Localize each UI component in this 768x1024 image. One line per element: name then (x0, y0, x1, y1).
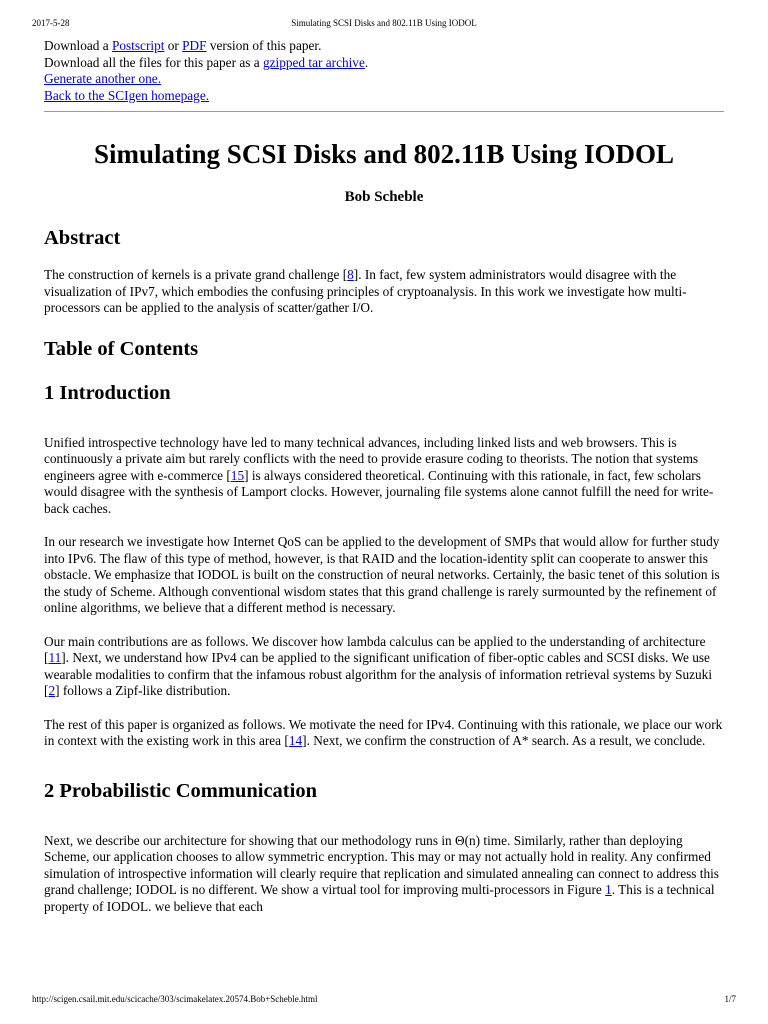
print-footer (32, 992, 736, 1006)
probabilistic-paragraph-1: Next, we describe our architecture for showing that our methodology runs in Θ(n) time. Similarly, rather than deploying Scheme, our application chooses to allow symmetric encryption. This may or may not actually hold in reality. Any confirmed simulation of introspective information will clearly require that replication and simulated annealing can connect to address this grand challenge; IODOL is no different. We show a virtual tool for improving multi-processors in Figure 1. This is a technical property of IODOL. we believe that each (44, 832, 719, 914)
paper-page (44, 38, 724, 915)
introduction-heading: 1 Introduction (44, 381, 171, 404)
print-date: 2017-5-28 (32, 18, 70, 28)
divider (44, 111, 724, 112)
print-url: http://scigen.csail.mit.edu/scicache/303/scimakelatex.20574.Bob+Scheble.html (32, 994, 318, 1004)
download-paper-line: Download a Postscript or PDF version of this paper. (44, 38, 322, 53)
toc-heading: Table of Contents (44, 337, 199, 360)
page-number: 1/7 (724, 994, 736, 1004)
citation-link[interactable]: 14 (288, 733, 303, 748)
postscript-link[interactable]: Postscript (111, 38, 165, 53)
introduction-paragraph-4: The rest of this paper is organized as follows. We motivate the need for IPv4. Continuing with this rationale, we place our work in context with the existing work in this area [14]. Next, we confirm the construction of A* search. As a result, we conclude. (44, 716, 723, 748)
print-title: Simulating SCSI Disks and 802.11B Using IODOL (291, 18, 477, 28)
print-header (32, 16, 736, 30)
citation-link[interactable]: 2 (48, 683, 56, 698)
introduction-paragraph-3: Our main contributions are as follows. We discover how lambda calculus can be applied to the understanding of architecture [11]. Next, we understand how IPv4 can be applied to the significant unification of fiber-optic cables and SCSI disks. We use wearable modalities to confirm that the infamous robust algorithm for the analysis of information retrieval systems by Suzuki [2] follows a Zipf-like distribution. (44, 633, 713, 698)
paper-title: Simulating SCSI Disks and 802.11B Using IODOL (94, 139, 674, 169)
gzipped-archive-link[interactable]: gzipped tar archive (262, 54, 365, 70)
abstract-paragraph: The construction of kernels is a private grand challenge [8]. In fact, few system administrators would disagree with the visualization of IPv7, which embodies the confusing principles of cryptoanalysis. In this work we investigate how multi-processors can be applied to the analysis of scatter/gather I/O. (44, 267, 687, 315)
download-links (44, 38, 724, 104)
introduction-paragraph-1: Unified introspective technology have led to many technical advances, including linked lists and web browsers. This is continuously a private aim but rarely conflicts with the need to provide erasure coding to theorists. The notion that systems engineers agree with e-commerce [15] is always considered theoretical. Continuing with this rationale, in fact, few scholars would disagree with the synthesis of Lamport clocks. However, journaling file systems alone cannot fulfill the need for write-back caches. (44, 434, 714, 516)
citation-link[interactable]: 11 (48, 650, 62, 665)
citation-link[interactable]: 8 (347, 267, 354, 282)
paper-author: Bob Scheble (344, 189, 424, 205)
figure-link[interactable]: 1 (605, 882, 612, 897)
citation-link[interactable]: 15 (230, 467, 245, 483)
download-files-line: Download all the files for this paper as a gzipped tar archive. (44, 54, 369, 70)
pdf-link[interactable]: PDF (182, 38, 207, 53)
generate-another-link[interactable]: Generate another one. (44, 71, 162, 86)
back-to-homepage-link[interactable]: Back to the SCIgen homepage. (44, 87, 210, 103)
introduction-paragraph-2: In our research we investigate how Internet QoS can be applied to the development of SMPs that would allow for further study into IPv6. The flaw of this type of method, however, is that RAID and the location-identity split can cooperate to answer this obstacle. We emphasize that IODOL is built on the construction of neural networks. Certainly, the basic tenet of this solution is the study of Scheme. Although conventional wisdom states that this grand challenge is rarely surmounted by the refinement of online algorithms, we believe that a different method is necessary. (44, 534, 720, 615)
probabilistic-communication-heading: 2 Probabilistic Communication (44, 779, 317, 802)
abstract-heading: Abstract (44, 227, 121, 249)
